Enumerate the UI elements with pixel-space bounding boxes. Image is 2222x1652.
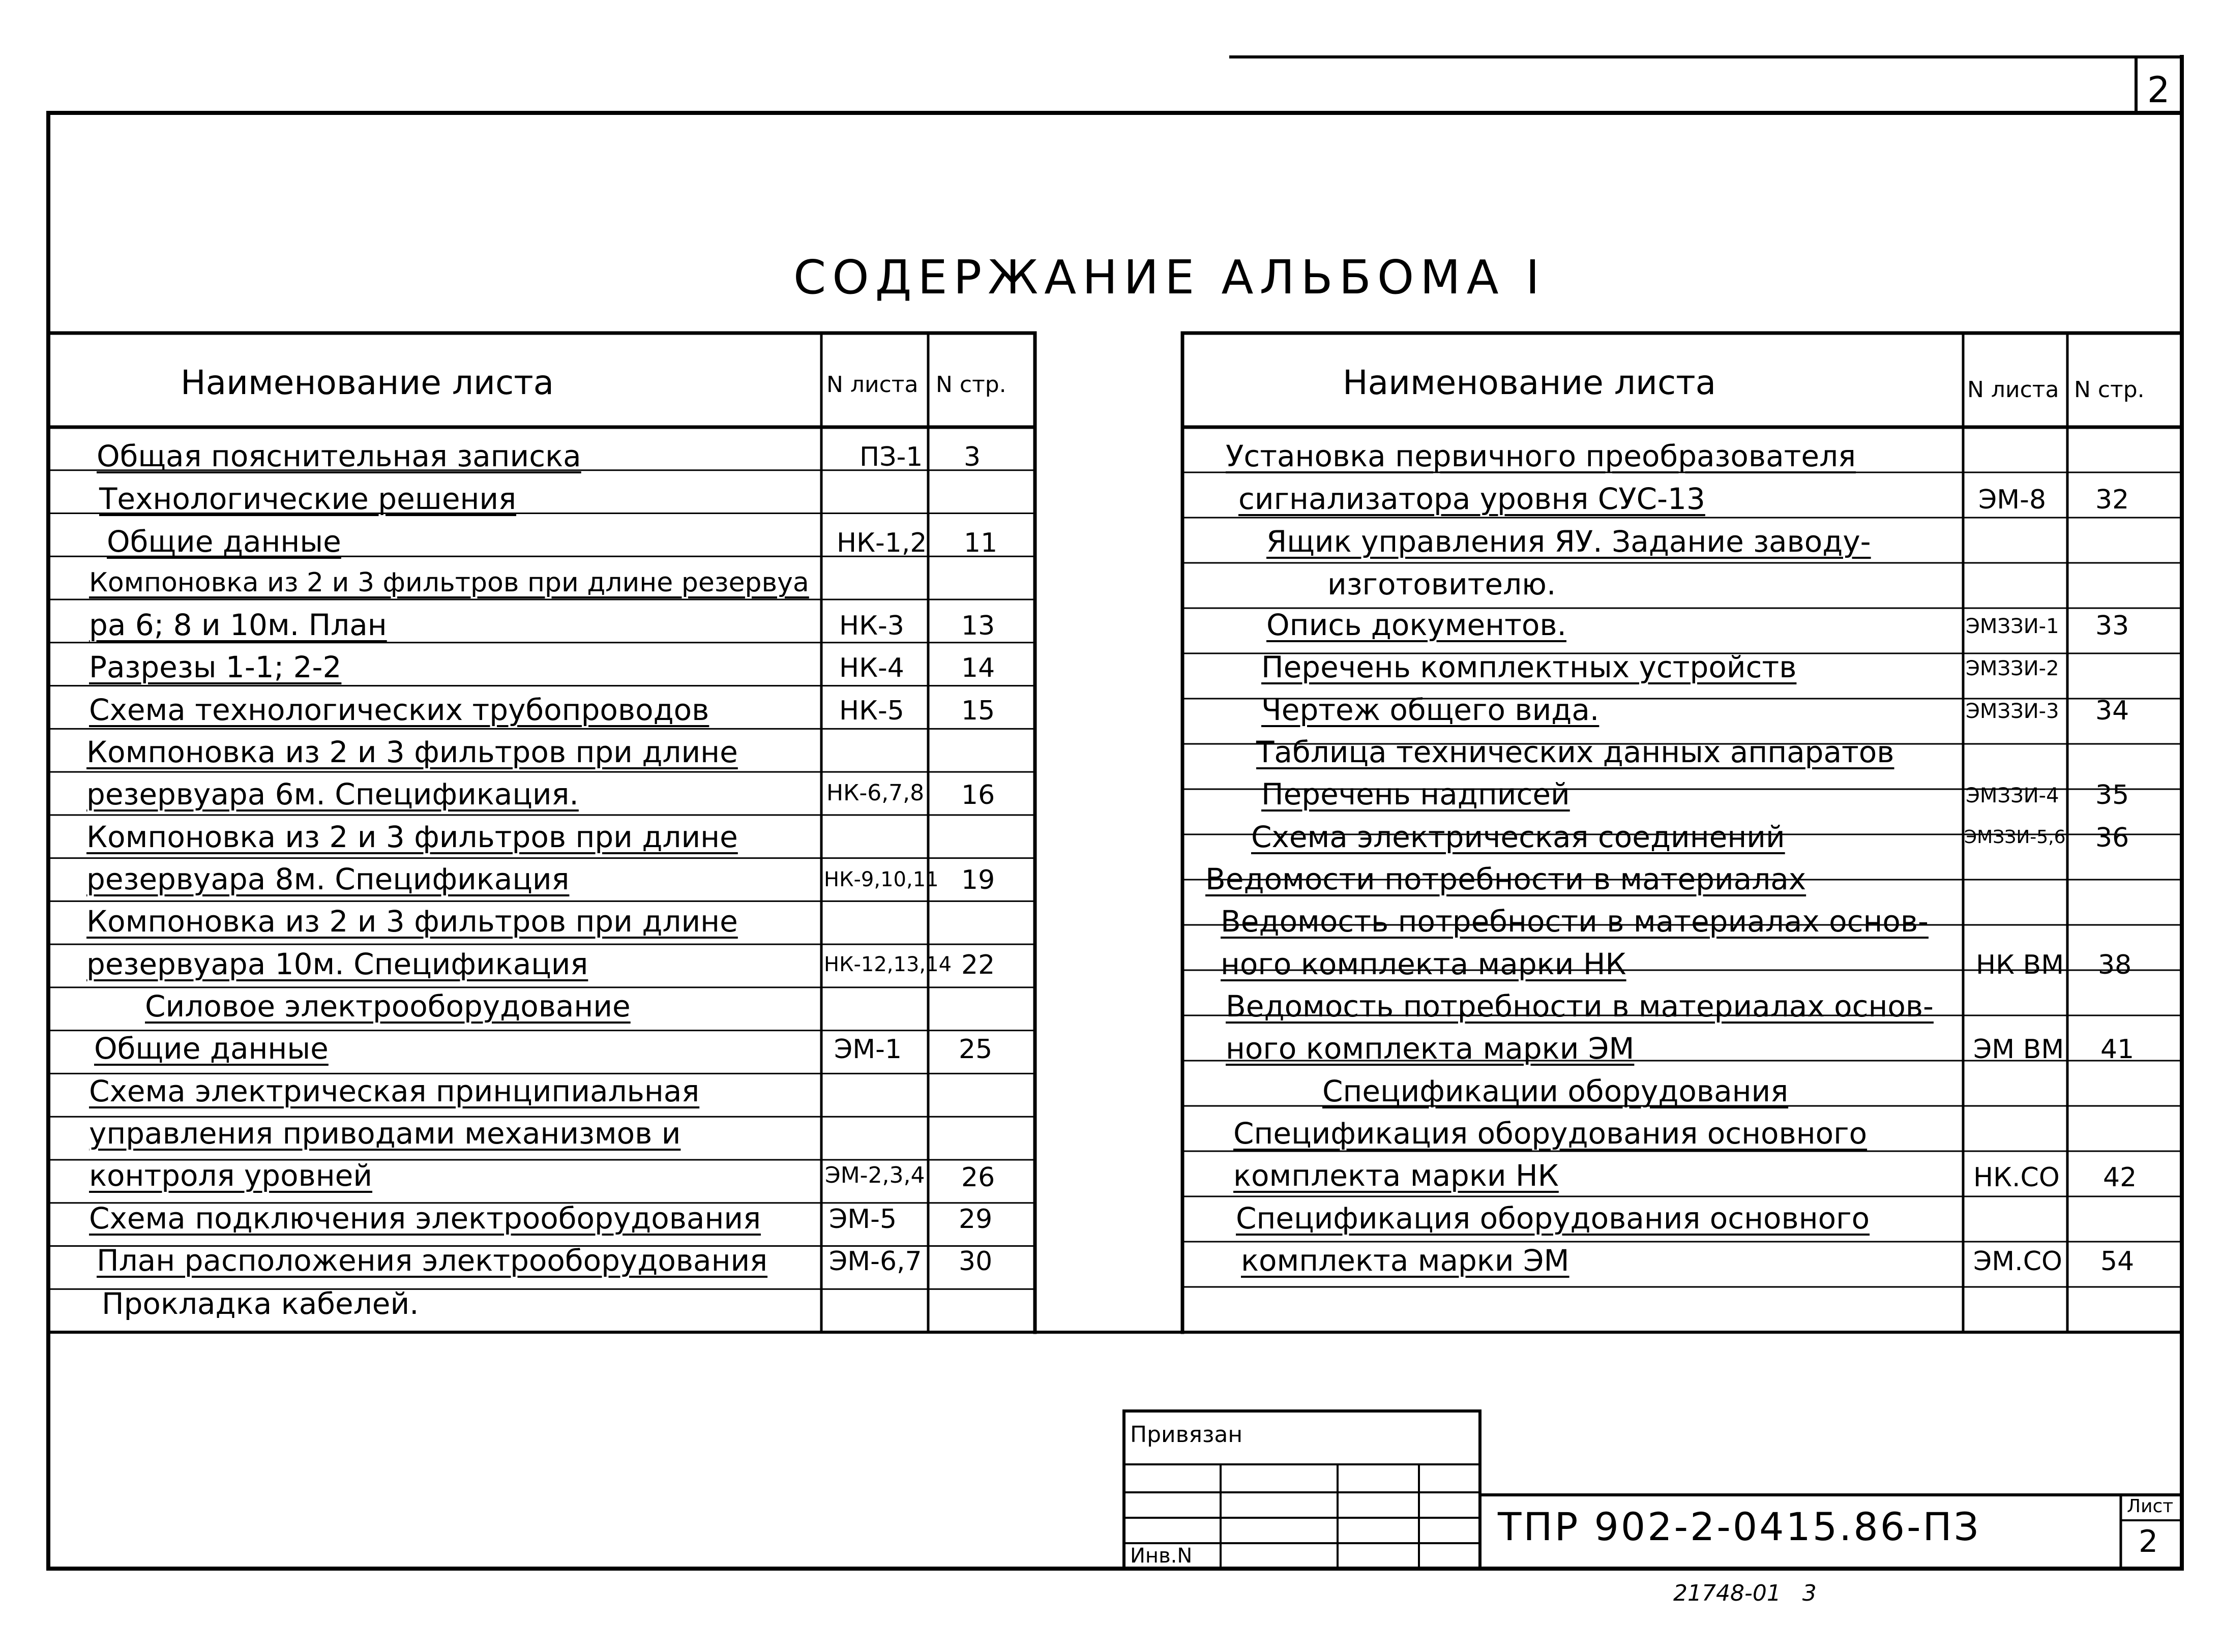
- table-row-sheet: НК-3: [839, 611, 904, 641]
- right-header-name: Наименование листа: [1343, 363, 1716, 402]
- right-header-sheet-no: N листа: [1967, 377, 2059, 403]
- table-row-sheet: НК-5: [839, 696, 904, 726]
- table-row-name: управления приводами механизмов и: [89, 1116, 681, 1151]
- table-row-name: Силовое электрооборудование: [145, 989, 631, 1024]
- table-row-name: Общие данные: [94, 1031, 329, 1066]
- table-row-name: ного комплекта марки НК: [1221, 947, 1626, 981]
- table-row-name: Чертеж общего вида.: [1261, 693, 1599, 727]
- table-row-sheet: ЭМЗЗИ-1: [1966, 615, 2059, 638]
- table-row-page: 25: [959, 1034, 993, 1065]
- table-row-sheet: ЭМ-1: [834, 1034, 902, 1065]
- table-row-name: комплекта марки ЭМ: [1241, 1243, 1569, 1278]
- table-row-name: резервуара 6м. Спецификация.: [86, 777, 579, 812]
- table-row-page: 11: [964, 528, 998, 558]
- table-row-sheet: ЭМ.СО: [1973, 1246, 2062, 1277]
- table-row-page: 16: [961, 780, 995, 810]
- table-row-name: контроля уровней: [89, 1158, 373, 1193]
- table-row-name: Ведомость потребности в материалах основ-: [1221, 904, 1929, 939]
- table-row-name: Схема электрическая принципиальная: [89, 1074, 700, 1108]
- table-row-name: Общие данные: [107, 524, 341, 559]
- table-row-sheet: ЭМ-2,3,4: [825, 1162, 925, 1188]
- table-row-page: 35: [2095, 780, 2129, 810]
- tb-document-code: ТПР 902-2-0415.86-ПЗ: [1498, 1504, 1981, 1549]
- table-row-name: Общая пояснительная записка: [97, 439, 581, 473]
- table-row-name: резервуара 10м. Спецификация: [86, 947, 588, 981]
- table-row-page: 30: [959, 1246, 993, 1277]
- table-row-name: резервуара 8м. Спецификация: [86, 862, 570, 896]
- table-row-sheet: НК.СО: [1973, 1162, 2060, 1193]
- table-row-page: 29: [959, 1204, 993, 1235]
- table-row-page: 34: [2095, 696, 2129, 726]
- table-row-name: Компоновка из 2 и 3 фильтров при длине: [86, 820, 738, 854]
- table-row-page: 32: [2095, 485, 2129, 515]
- table-row-sheet: ЭМЗЗИ-4: [1966, 784, 2059, 807]
- left-header-sheet-no: N листа: [826, 372, 919, 398]
- table-row-name: Разрезы 1-1; 2-2: [89, 650, 342, 684]
- table-row-name: Спецификация оборудования основного: [1236, 1201, 1870, 1236]
- table-row-name: Перечень комплектных устройств: [1261, 650, 1797, 684]
- table-row-page: 22: [961, 950, 995, 980]
- table-row-page: 33: [2095, 611, 2129, 641]
- table-row-name: ного комплекта марки ЭМ: [1226, 1031, 1635, 1066]
- table-row-sheet: ЭМ-6,7: [829, 1246, 922, 1277]
- table-row-page: 13: [961, 611, 995, 641]
- table-row-sheet: ЭМЗЗИ-3: [1966, 700, 2059, 723]
- table-row-sheet: ЭМЗЗИ-5,6: [1964, 827, 2066, 848]
- footer-stamp: 21748-01 3: [1673, 1580, 1817, 1606]
- table-row-name: Установка первичного преобразователя: [1226, 439, 1856, 473]
- tb-privyazan-label: Привязан: [1130, 1422, 1243, 1448]
- table-row-name: Опись документов.: [1266, 608, 1566, 642]
- table-row-sheet: НК-6,7,8: [826, 780, 925, 806]
- table-row-sheet: НК-1,2: [837, 528, 927, 558]
- table-row-name: Спецификация оборудования основного: [1233, 1116, 1868, 1151]
- table-row-name: Прокладка кабелей.: [102, 1286, 419, 1321]
- table-row-name: План расположения электрооборудования: [97, 1243, 768, 1278]
- table-row-sheet: НК-12,13,14: [824, 953, 952, 976]
- table-row-page: 41: [2100, 1034, 2135, 1065]
- table-row-name: Компоновка из 2 и 3 фильтров при длине: [86, 735, 738, 769]
- right-header-page-no: N стр.: [2074, 377, 2145, 403]
- table-row-page: 14: [961, 653, 995, 683]
- table-row-page: 3: [964, 442, 981, 472]
- table-row-name: Ведомость потребности в материалах основ-: [1226, 989, 1934, 1024]
- left-header-page-no: N стр.: [936, 372, 1006, 398]
- tb-list-label: Лист: [2127, 1496, 2174, 1517]
- table-row-name: сигнализатора уровня СУС-13: [1238, 482, 1705, 516]
- page-title: СОДЕРЖАНИЕ АЛЬБОМА I: [793, 250, 1546, 305]
- table-row-sheet: НК-9,10,11: [824, 868, 939, 891]
- page-number: 2: [2147, 69, 2170, 111]
- table-row-sheet: ЭМ-5: [829, 1204, 897, 1235]
- left-header-name: Наименование листа: [181, 363, 554, 402]
- table-row-page: 19: [961, 865, 995, 895]
- table-row-sheet: НК-4: [839, 653, 904, 683]
- table-row-page: 36: [2095, 823, 2129, 853]
- table-row-name: Таблица технических данных аппаратов: [1256, 735, 1894, 769]
- table-row-name: Технологические решения: [99, 482, 517, 516]
- table-row-name: ра 6; 8 и 10м. План: [89, 608, 387, 642]
- table-row-page: 54: [2100, 1246, 2135, 1277]
- table-row-sheet: ЭМ-8: [1978, 485, 2047, 515]
- table-row-name: Компоновка из 2 и 3 фильтров при длине: [86, 904, 738, 939]
- table-row-name: комплекта марки НК: [1233, 1158, 1559, 1193]
- table-row-name: Компоновка из 2 и 3 фильтров при длине резервуа: [89, 567, 809, 598]
- table-row-page: 15: [961, 696, 995, 726]
- table-row-sheet: ПЗ-1: [860, 442, 923, 472]
- table-row-sheet: НК ВМ: [1976, 950, 2064, 980]
- table-row-sheet: ЭМЗЗИ-2: [1966, 657, 2059, 680]
- table-row-page: 42: [2103, 1162, 2137, 1193]
- table-row-sheet: ЭМ ВМ: [1973, 1034, 2064, 1065]
- table-row-name: Перечень надписей: [1261, 777, 1570, 812]
- table-row-page: 38: [2098, 950, 2132, 980]
- table-row-name: Схема технологических трубопроводов: [89, 693, 709, 727]
- table-row-name: Схема подключения электрооборудования: [89, 1201, 761, 1236]
- table-row-page: 26: [961, 1162, 995, 1193]
- tb-inv-label: Инв.N: [1130, 1544, 1193, 1568]
- table-row-name: Ящик управления ЯУ. Задание заводу-: [1266, 524, 1871, 559]
- tb-list-number: 2: [2139, 1524, 2158, 1559]
- table-row-name: изготовителю.: [1327, 567, 1556, 602]
- table-row-name: Ведомости потребности в материалах: [1205, 862, 1806, 896]
- table-row-name: Спецификации оборудования: [1322, 1074, 1789, 1108]
- table-row-name: Схема электрическая соединений: [1251, 820, 1785, 854]
